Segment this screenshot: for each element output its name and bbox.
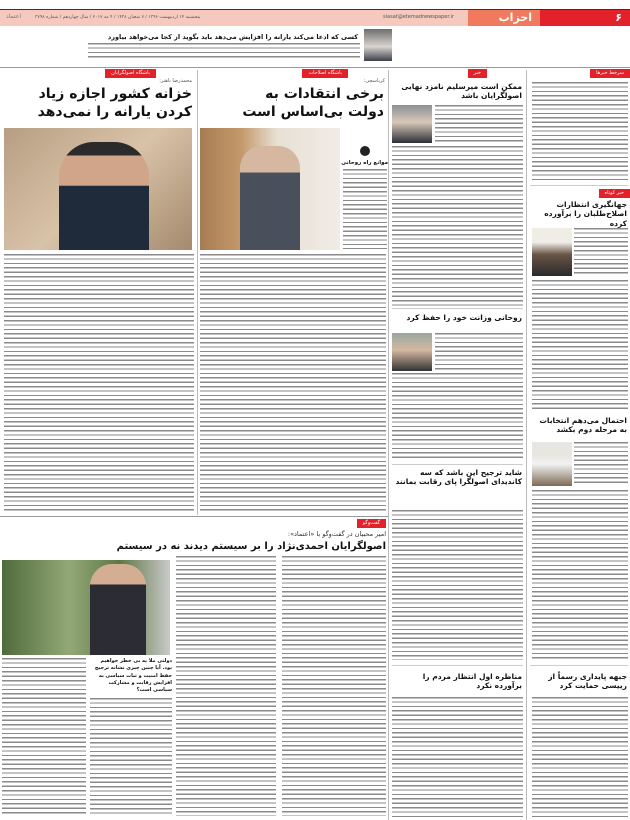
page-header — [0, 9, 630, 26]
date-line: پنجشنبه ۱۴ اردیبهشت ۱۳۹۶ / ۷ شعبان ۱۴۳۸ / ۴ مه ۲۰۱۷ / سال چهاردهم / شماره ۳۷۹۸ — [35, 15, 201, 20]
minister-photo — [392, 333, 432, 371]
sidebar-icon — [360, 146, 370, 156]
article-body-text — [392, 373, 523, 461]
article-body-text — [532, 490, 628, 660]
right-headline-2: احتمال می‌دهم انتخابات به مرحله دوم بکشد — [539, 416, 627, 435]
interview-headline: اصولگرایان احمدی‌نژاد را بر سیستم دیدند نه در سیستم — [116, 541, 386, 552]
label-news-headlines: سرخط خبرها — [590, 69, 630, 78]
middle-kicker: کرباسچی: — [363, 78, 385, 84]
article-body-text — [392, 146, 523, 306]
newspaper-logo: اعتماد — [6, 13, 22, 20]
article-body-text — [4, 254, 194, 512]
bahonar-figure — [59, 142, 149, 250]
article-body-text — [282, 556, 386, 816]
karbaschi-figure — [240, 146, 300, 250]
page-number: ۶ — [540, 10, 630, 26]
right-headline-3: جبهه پایداری رسماً از رییسی حمایت کرد — [548, 672, 627, 691]
article-body-text — [435, 333, 523, 371]
article-body-text — [435, 105, 523, 143]
col2-headline-3: شاید ترجیح این باشد که سه کاندیدای اصولگرا پای رقابت بمانند — [395, 468, 522, 487]
article-body-text — [532, 697, 628, 817]
top-quote-text — [88, 43, 360, 59]
article-body-text — [2, 658, 86, 816]
quote-portrait — [364, 29, 392, 61]
left-kicker: محمدرضا باهنر: — [159, 78, 192, 84]
news-headlines-list — [532, 82, 628, 182]
short-news-headline: جهانگیری انتظارات اصلاح‌طلبان را برآورده کرده — [544, 200, 627, 228]
cleric-photo-1 — [532, 228, 572, 276]
article-body-text — [90, 698, 172, 816]
label-principlists-club: باشگاه اصولگرایان — [105, 69, 156, 78]
col2-headline-4: مناظره اول انتظار مردم را برآورده نکرد — [422, 672, 522, 691]
label-interview: گفت‌وگو — [357, 519, 386, 528]
interview-pullquote: دولتی ملا یه بی خطر خواهیم بود. آیا چنین چیزی نشانه ترجیح حفظ امنیت و ثبات سیاسی به افزایش رقابت و مشارکت سیاسی است؟ — [94, 658, 172, 693]
label-reformists-club: باشگاه اصلاحات — [302, 69, 348, 78]
sidebar-title: موانع راه روحانی — [341, 160, 388, 166]
col2-headline-2: روحانی وزانت خود را حفظ کرد — [406, 313, 522, 322]
sidebar-text — [343, 169, 387, 249]
article-body-text — [392, 697, 523, 817]
label-short-news: خبر کوتاه — [599, 189, 630, 198]
mohebbian-figure — [90, 564, 146, 655]
article-body-text — [200, 254, 386, 512]
article-body-text — [392, 510, 523, 660]
article-body-text — [532, 280, 628, 410]
interview-kicker: امیر محبیان در گفت‌وگو با «اعتماد»: — [287, 530, 386, 538]
bahonar-photo — [4, 128, 192, 250]
article-body-text — [176, 556, 276, 816]
section-title: احزاب — [468, 10, 540, 26]
email-link[interactable]: siasat@etemadnewspaper.ir — [383, 14, 454, 20]
karbaschi-photo — [200, 128, 340, 250]
cleric-photo-2 — [532, 442, 572, 486]
mohebbian-photo — [2, 560, 170, 655]
article-body-text — [574, 228, 628, 276]
mirsalim-photo — [392, 105, 432, 143]
left-headline: خزانه کشور اجازه زیاد کردن یارانه را نمی‌دهد — [37, 86, 192, 120]
label-news: خبر — [468, 69, 487, 78]
middle-headline: برخی انتقادات به دولت بی‌اساس است — [242, 86, 384, 120]
article-body-text — [574, 442, 628, 486]
top-quote-headline: کسی که ادعا می‌کند یارانه را افزایش می‌دهد باید بگوید از کجا می‌خواهد بیاورد — [107, 33, 358, 41]
col2-headline-1: ممکن است میرسلیم نامزد نهایی اصولگرایان باشد — [401, 82, 522, 101]
